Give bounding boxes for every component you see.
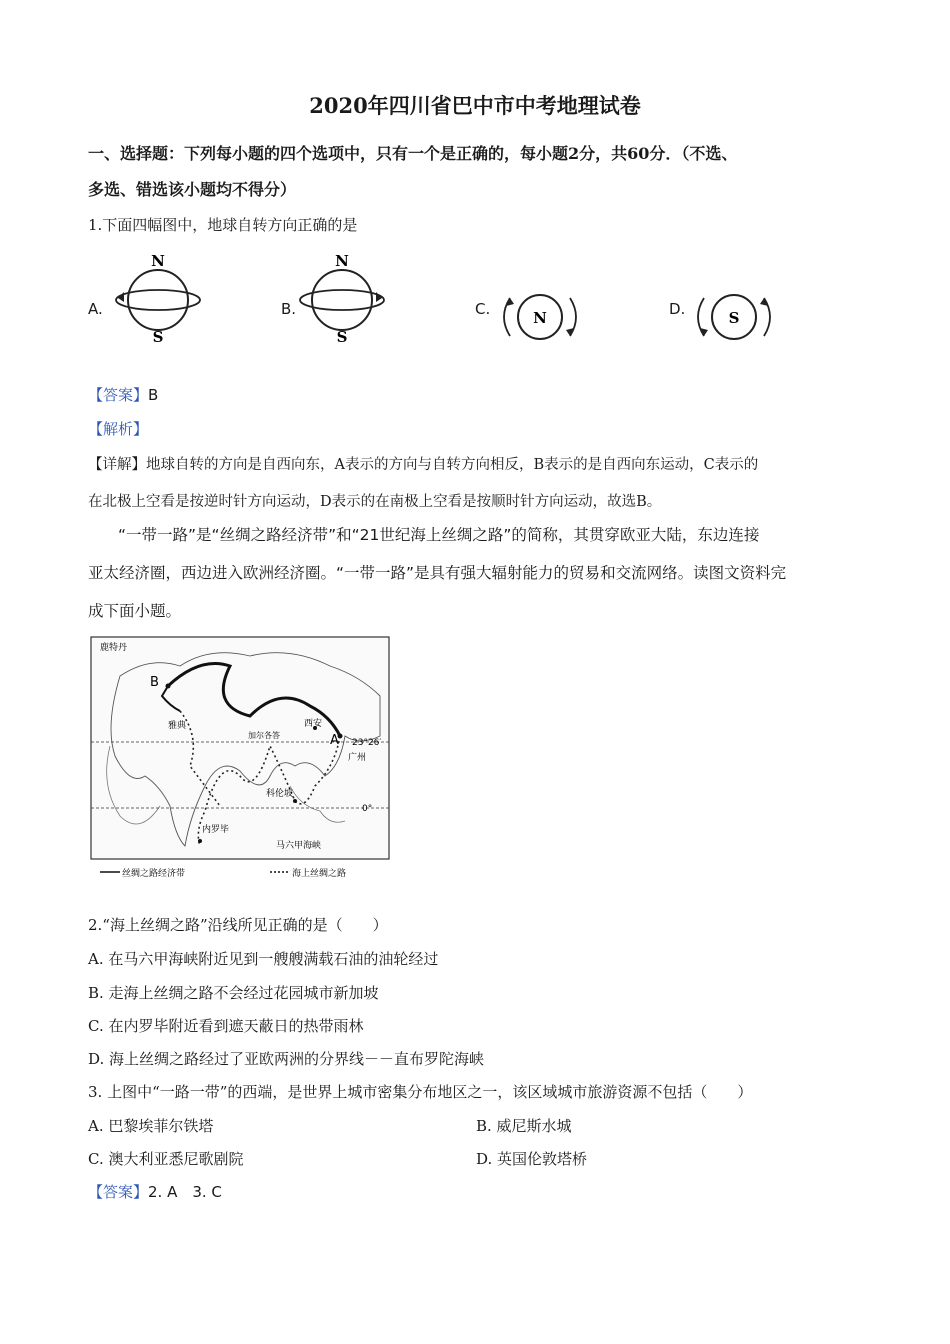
q1-option-d-globe: [690, 284, 780, 348]
map-label-colombo: 科伦坡: [266, 789, 294, 799]
q1-option-a-label: A.: [88, 300, 103, 318]
q2-q3-answer: [88, 1181, 222, 1202]
q1-detail-line2: 在北极上空看是按逆时针方向运动，D表示的在南极上空看是按顺时针方向运动，故选B。: [88, 494, 662, 510]
answer-value: B: [148, 386, 159, 404]
map-label-equator: 0°: [362, 804, 373, 814]
q3-stem: 3. 上图中“一路一带”的西端，是世界上城市密集分布地区之一，该区域城市旅游资源不包括（ ）: [88, 1083, 753, 1101]
section-heading-line1: 一、选择题：下列每小题的四个选项中，只有一个是正确的，每小题2分，共60分．（不选、: [88, 144, 738, 163]
q1-option-b-globe: [294, 250, 394, 346]
answer-tag: 【答案】: [88, 386, 149, 404]
map-label-athens: 雅典: [168, 721, 187, 731]
map-label-point-b: B: [150, 675, 159, 690]
q1-option-c-label: C.: [475, 300, 491, 318]
q1-option-c-globe: [496, 284, 586, 348]
page-title: 2020年四川省巴中市中考地理试卷: [309, 93, 641, 118]
q2-stem: 2.“海上丝绸之路”沿线所见正确的是（ ）: [88, 916, 388, 934]
q1-detail-line1: [88, 453, 758, 474]
south-pole-label: S: [728, 309, 740, 327]
q1-stem: 1.下面四幅图中，地球自转方向正确的是: [88, 216, 358, 234]
map-label-point-a: A: [330, 733, 339, 748]
map-label-xian: 西安: [304, 719, 323, 729]
map-label-kolkata: 加尔各答: [248, 731, 280, 740]
q3-option-b: B. 威尼斯水城: [476, 1117, 572, 1135]
legend-land-route: 丝绸之路经济带: [122, 869, 186, 879]
q3-option-d: D. 英国伦敦塔桥: [476, 1150, 588, 1168]
north-pole-label: N: [533, 309, 547, 327]
map-label-tropic: 23°26′: [352, 738, 382, 748]
q2-option-a: A. 在马六甲海峡附近见到一艘艘满载石油的油轮经过: [88, 950, 439, 968]
q2-option-b: B. 走海上丝绸之路不会经过花园城市新加坡: [88, 984, 379, 1002]
q1-answer: [88, 384, 158, 405]
detail-text: 地球自转的方向是自西向东，A表示的方向与自转方向相反，B表示的是自西向东运动，C表示的: [146, 457, 759, 473]
q2-option-d: D. 海上丝绸之路经过了亚欧两洲的分界线－－直布罗陀海峡: [88, 1050, 485, 1068]
passage-line3: 成下面小题。: [88, 602, 182, 620]
q2-option-c: C. 在内罗毕附近看到遮天蔽日的热带雨林: [88, 1017, 364, 1035]
map-label-guangzhou: 广州: [348, 753, 367, 763]
detail-tag: 【详解】: [88, 457, 146, 473]
answer-value: 2. A 3. C: [148, 1183, 222, 1201]
q1-option-a-globe: [110, 250, 210, 346]
belt-and-road-map: [90, 636, 390, 880]
map-label-nairobi: 内罗毕: [202, 825, 230, 835]
answer-tag: 【答案】: [88, 1183, 149, 1201]
q1-option-d-label: D.: [669, 300, 686, 318]
passage-line1: “一带一路”是“丝绸之路经济带”和“21世纪海上丝绸之路”的简称，其贯穿欧亚大陆，东边连接: [118, 526, 760, 544]
q1-analysis-tag: 【解析】: [88, 420, 149, 438]
section-heading-line2: 多选、错选该小题均不得分）: [88, 180, 297, 199]
q3-option-a: A. 巴黎埃菲尔铁塔: [88, 1117, 214, 1135]
passage-line2: 亚太经济圈，西边进入欧洲经济圈。“一带一路”是具有强大辐射能力的贸易和交流网络。读图文资料完: [88, 564, 787, 582]
south-pole-label: S: [152, 328, 164, 346]
section-heading: [88, 136, 888, 208]
north-pole-label: N: [151, 252, 165, 270]
map-label-rotterdam: 鹿特丹: [100, 643, 128, 653]
legend-sea-route: 海上丝绸之路: [292, 869, 347, 879]
map-label-malacca: 马六甲海峡: [276, 841, 322, 851]
q1-option-b-label: B.: [281, 300, 297, 318]
north-pole-label: N: [335, 252, 349, 270]
south-pole-label: S: [336, 328, 348, 346]
q3-option-c: C. 澳大利亚悉尼歌剧院: [88, 1150, 244, 1168]
